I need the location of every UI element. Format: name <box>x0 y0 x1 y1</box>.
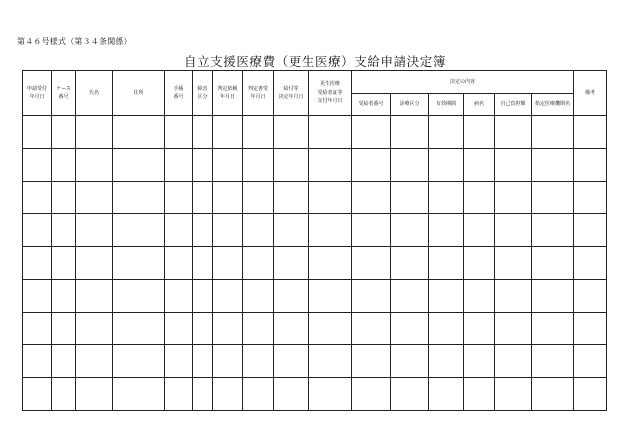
table-cell[interactable] <box>574 148 607 181</box>
table-cell[interactable] <box>243 148 274 181</box>
table-cell[interactable] <box>165 116 193 149</box>
table-cell[interactable] <box>532 378 574 411</box>
col-certificate-issue-date: 更生医療 受給者証等 交付年月日 <box>309 71 352 116</box>
table-cell[interactable] <box>532 312 574 345</box>
table-cell[interactable] <box>309 312 352 345</box>
table-cell[interactable] <box>52 345 76 378</box>
table-row <box>23 279 607 312</box>
table-cell[interactable] <box>352 378 391 411</box>
table-row <box>23 378 607 411</box>
table-cell[interactable] <box>113 279 165 312</box>
table-cell[interactable] <box>193 247 213 280</box>
table-cell[interactable] <box>52 214 76 247</box>
table-cell[interactable] <box>309 279 352 312</box>
table-cell[interactable] <box>391 378 429 411</box>
table-cell[interactable] <box>274 214 309 247</box>
table-cell[interactable] <box>113 378 165 411</box>
table-cell[interactable] <box>213 214 243 247</box>
table-cell[interactable] <box>213 345 243 378</box>
table-cell[interactable] <box>352 279 391 312</box>
table-cell[interactable] <box>23 378 52 411</box>
table-cell[interactable] <box>574 378 607 411</box>
table-cell[interactable] <box>274 247 309 280</box>
table-cell[interactable] <box>464 345 495 378</box>
table-cell[interactable] <box>429 116 464 149</box>
table-cell[interactable] <box>165 181 193 214</box>
table-row <box>23 345 607 378</box>
col-judgment-receipt-date: 判定書受 年月日 <box>243 71 274 116</box>
table-cell[interactable] <box>574 312 607 345</box>
table-cell[interactable] <box>532 214 574 247</box>
table-cell[interactable] <box>193 312 213 345</box>
table-cell[interactable] <box>113 247 165 280</box>
table-cell[interactable] <box>495 148 532 181</box>
col-copayment-amount: 自己負担額 <box>495 93 532 116</box>
table-cell[interactable] <box>309 181 352 214</box>
table-cell[interactable] <box>464 116 495 149</box>
table-cell[interactable] <box>464 312 495 345</box>
table-cell[interactable] <box>113 312 165 345</box>
table-cell[interactable] <box>23 279 52 312</box>
table-cell[interactable] <box>113 181 165 214</box>
table-cell[interactable] <box>165 214 193 247</box>
table-cell[interactable] <box>429 279 464 312</box>
table-cell[interactable] <box>52 181 76 214</box>
table-cell[interactable] <box>23 181 52 214</box>
table-cell[interactable] <box>76 148 113 181</box>
table-cell[interactable] <box>23 214 52 247</box>
table-cell[interactable] <box>165 247 193 280</box>
table-cell[interactable] <box>76 279 113 312</box>
table-cell[interactable] <box>23 247 52 280</box>
table-cell[interactable] <box>464 148 495 181</box>
table-cell[interactable] <box>464 214 495 247</box>
col-designated-institution: 指定医療機関名 <box>532 93 574 116</box>
table-cell[interactable] <box>574 181 607 214</box>
table-cell[interactable] <box>213 247 243 280</box>
table-cell[interactable] <box>213 181 243 214</box>
table-cell[interactable] <box>243 214 274 247</box>
table-cell[interactable] <box>193 214 213 247</box>
table-cell[interactable] <box>429 181 464 214</box>
ledger-body <box>23 116 607 411</box>
table-cell[interactable] <box>213 116 243 149</box>
table-cell[interactable] <box>429 312 464 345</box>
table-cell[interactable] <box>213 312 243 345</box>
table-cell[interactable] <box>532 345 574 378</box>
table-cell[interactable] <box>429 345 464 378</box>
table-cell[interactable] <box>193 148 213 181</box>
table-cell[interactable] <box>391 247 429 280</box>
table-cell[interactable] <box>193 116 213 149</box>
table-row <box>23 214 607 247</box>
table-cell[interactable] <box>76 181 113 214</box>
table-cell[interactable] <box>532 116 574 149</box>
table-cell[interactable] <box>274 181 309 214</box>
table-cell[interactable] <box>52 116 76 149</box>
table-row <box>23 116 607 149</box>
table-cell[interactable] <box>464 247 495 280</box>
table-cell[interactable] <box>76 378 113 411</box>
table-cell[interactable] <box>574 214 607 247</box>
table-cell[interactable] <box>76 345 113 378</box>
table-cell[interactable] <box>495 312 532 345</box>
table-cell[interactable] <box>574 345 607 378</box>
table-cell[interactable] <box>532 247 574 280</box>
col-benefit-decision-date: 給付等 決定年月日 <box>274 71 309 116</box>
table-cell[interactable] <box>243 279 274 312</box>
table-cell[interactable] <box>274 116 309 149</box>
table-cell[interactable] <box>309 378 352 411</box>
table-cell[interactable] <box>352 214 391 247</box>
col-recipient-number: 受給者番号 <box>352 93 391 116</box>
table-cell[interactable] <box>52 312 76 345</box>
table-cell[interactable] <box>309 148 352 181</box>
table-cell[interactable] <box>495 247 532 280</box>
col-remarks: 備考 <box>574 71 607 116</box>
table-cell[interactable] <box>429 378 464 411</box>
table-cell[interactable] <box>165 279 193 312</box>
col-application-date: 申請受付 年月日 <box>23 71 52 116</box>
table-cell[interactable] <box>213 279 243 312</box>
table-cell[interactable] <box>274 378 309 411</box>
table-cell[interactable] <box>193 181 213 214</box>
table-cell[interactable] <box>532 181 574 214</box>
table-cell[interactable] <box>495 214 532 247</box>
table-cell[interactable] <box>352 116 391 149</box>
table-cell[interactable] <box>243 378 274 411</box>
application-decision-ledger-table <box>22 70 607 411</box>
table-cell[interactable] <box>52 148 76 181</box>
table-cell[interactable] <box>113 214 165 247</box>
table-cell[interactable] <box>52 279 76 312</box>
table-cell[interactable] <box>574 247 607 280</box>
table-cell[interactable] <box>76 214 113 247</box>
col-disease-name: 病名 <box>464 93 495 116</box>
table-cell[interactable] <box>274 148 309 181</box>
table-cell[interactable] <box>429 214 464 247</box>
table-cell[interactable] <box>574 279 607 312</box>
col-judgment-request-date: 判定依頼 年月日 <box>213 71 243 116</box>
table-cell[interactable] <box>391 148 429 181</box>
table-cell[interactable] <box>274 312 309 345</box>
table-cell[interactable] <box>193 345 213 378</box>
table-cell[interactable] <box>391 116 429 149</box>
header-row-upper <box>23 71 607 94</box>
table-cell[interactable] <box>309 214 352 247</box>
table-cell[interactable] <box>574 116 607 149</box>
table-cell[interactable] <box>113 116 165 149</box>
table-cell[interactable] <box>165 378 193 411</box>
table-cell[interactable] <box>193 279 213 312</box>
table-cell[interactable] <box>429 148 464 181</box>
table-cell[interactable] <box>495 378 532 411</box>
table-cell[interactable] <box>243 247 274 280</box>
table-cell[interactable] <box>309 116 352 149</box>
table-cell[interactable] <box>213 378 243 411</box>
table-cell[interactable] <box>165 345 193 378</box>
table-cell[interactable] <box>23 345 52 378</box>
table-cell[interactable] <box>495 345 532 378</box>
col-treatment-class: 診療区分 <box>391 93 429 116</box>
page-title: 自立支援医療費（更生医療）支給申請決定簿 <box>183 54 446 69</box>
table-cell[interactable] <box>23 116 52 149</box>
table-cell[interactable] <box>243 312 274 345</box>
table-cell[interactable] <box>352 345 391 378</box>
table-cell[interactable] <box>274 279 309 312</box>
table-cell[interactable] <box>243 116 274 149</box>
table-cell[interactable] <box>464 378 495 411</box>
table-cell[interactable] <box>76 247 113 280</box>
table-row <box>23 148 607 181</box>
col-disability-class: 障害 区分 <box>193 71 213 116</box>
table-cell[interactable] <box>391 279 429 312</box>
col-handbook-number: 手帳 番号 <box>165 71 193 116</box>
col-name: 氏名 <box>76 71 113 116</box>
table-cell[interactable] <box>391 181 429 214</box>
col-group-decision-contents: 決定の内容 <box>352 71 574 94</box>
table-cell[interactable] <box>23 148 52 181</box>
form-number-label: 第４６号様式（第３４条関係） <box>17 37 132 46</box>
table-cell[interactable] <box>352 247 391 280</box>
table-row <box>23 312 607 345</box>
table-cell[interactable] <box>495 279 532 312</box>
table-cell[interactable] <box>76 116 113 149</box>
col-case-number: ケース 番号 <box>52 71 76 116</box>
table-cell[interactable] <box>309 345 352 378</box>
col-validity-period: 有効期間 <box>429 93 464 116</box>
table-cell[interactable] <box>23 312 52 345</box>
table-cell[interactable] <box>352 148 391 181</box>
table-cell[interactable] <box>52 247 76 280</box>
table-cell[interactable] <box>309 247 352 280</box>
table-cell[interactable] <box>113 345 165 378</box>
table-cell[interactable] <box>464 279 495 312</box>
table-cell[interactable] <box>352 312 391 345</box>
table-cell[interactable] <box>464 181 495 214</box>
col-address: 住所 <box>113 71 165 116</box>
table-cell[interactable] <box>165 148 193 181</box>
table-row <box>23 181 607 214</box>
table-cell[interactable] <box>76 312 113 345</box>
table-cell[interactable] <box>274 345 309 378</box>
table-cell[interactable] <box>391 345 429 378</box>
table-cell[interactable] <box>532 279 574 312</box>
table-cell[interactable] <box>495 181 532 214</box>
table-row <box>23 247 607 280</box>
table-cell[interactable] <box>532 148 574 181</box>
table-cell[interactable] <box>165 312 193 345</box>
table-cell[interactable] <box>193 378 213 411</box>
table-cell[interactable] <box>243 181 274 214</box>
table-cell[interactable] <box>391 312 429 345</box>
table-cell[interactable] <box>243 345 274 378</box>
table-cell[interactable] <box>113 148 165 181</box>
table-cell[interactable] <box>429 247 464 280</box>
table-cell[interactable] <box>352 181 391 214</box>
table-cell[interactable] <box>495 116 532 149</box>
table-cell[interactable] <box>213 148 243 181</box>
table-cell[interactable] <box>391 214 429 247</box>
table-cell[interactable] <box>52 378 76 411</box>
